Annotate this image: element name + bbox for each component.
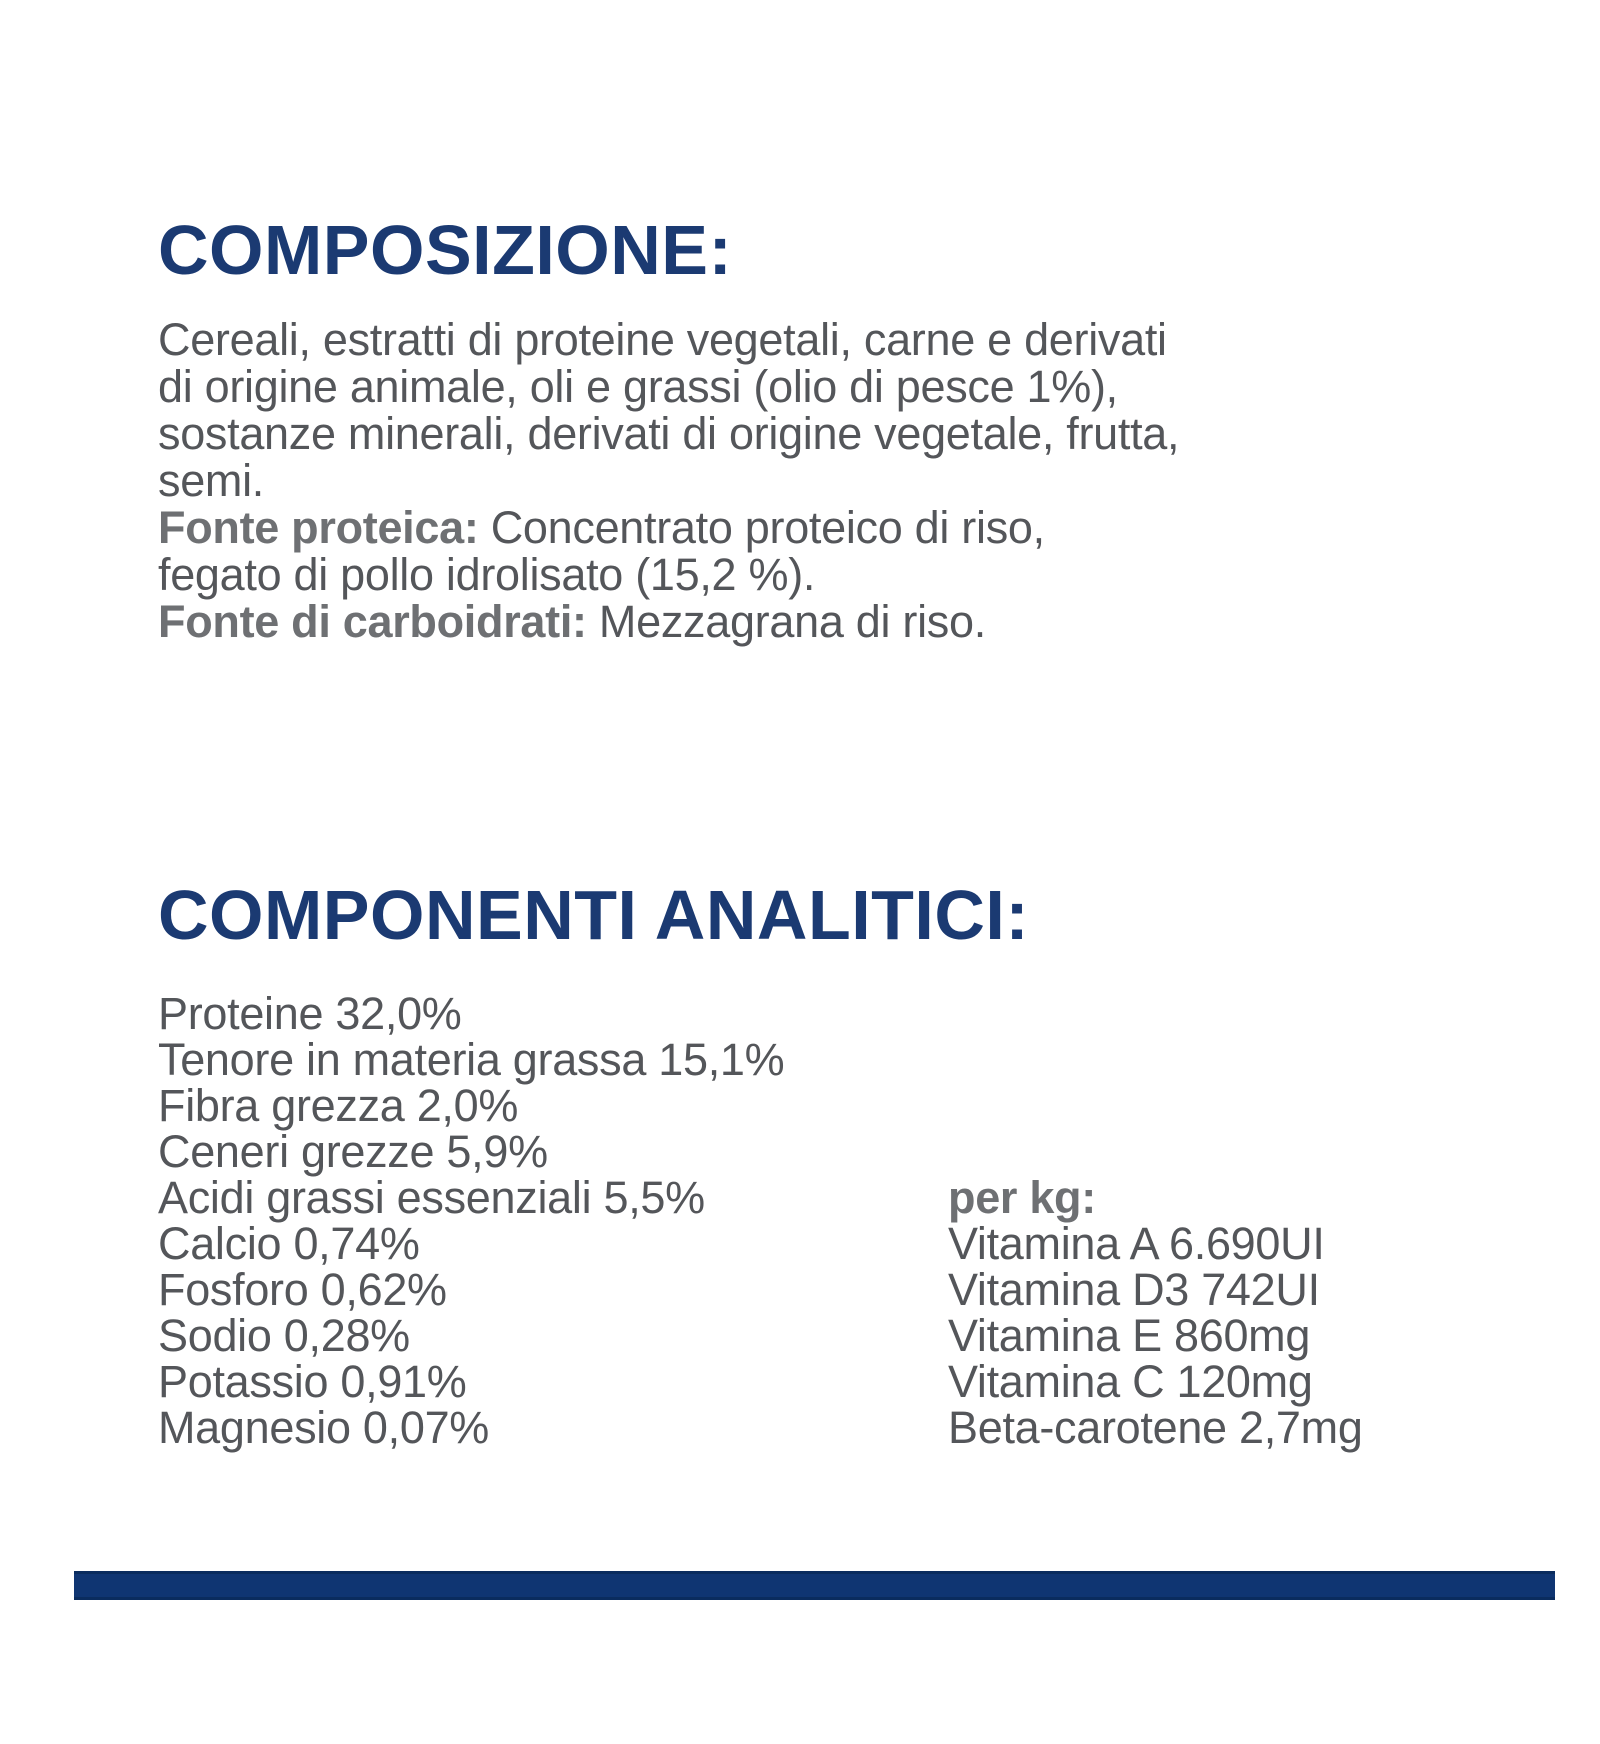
- composition-line-text: Cereali, estratti di proteine vegetali, carne e derivati: [158, 314, 1167, 365]
- composition-line: [158, 457, 1518, 504]
- analytic-item-magnesio: Magnesio 0,07%: [158, 1402, 490, 1453]
- composition-line: [158, 504, 1518, 551]
- composition-line: [158, 551, 1518, 598]
- analytic-item-potassio: Potassio 0,91%: [158, 1356, 467, 1407]
- analytic-item-sodio: Sodio 0,28%: [158, 1310, 410, 1361]
- analytic-item-grassa: Tenore in materia grassa 15,1%: [158, 1034, 785, 1085]
- vitamin-item-c: Vitamina C 120mg: [948, 1356, 1313, 1407]
- composition-line: [158, 410, 1518, 457]
- analytical-components-heading: COMPONENTI ANALITICI:: [158, 876, 1030, 954]
- analytical-components-left-column: [158, 988, 785, 1453]
- composition-line-text: di origine animale, oli e grassi (olio di pesce 1%),: [158, 361, 1118, 412]
- analytic-item-proteine: Proteine 32,0%: [158, 988, 462, 1039]
- analytic-item-calcio: Calcio 0,74%: [158, 1218, 420, 1269]
- composition-line-text: fegato di pollo idrolisato (15,2 %).: [158, 549, 816, 600]
- composition-line-text: Mezzagrana di riso.: [586, 596, 986, 647]
- vitamins-per-kg-column: [948, 1172, 1363, 1453]
- composition-line: [158, 363, 1518, 410]
- composition-heading: COMPOSIZIONE:: [158, 211, 733, 289]
- vitamin-item-e: Vitamina E 860mg: [948, 1310, 1311, 1361]
- analytic-item-fibra: Fibra grezza 2,0%: [158, 1080, 519, 1131]
- analytic-item-acidi: Acidi grassi essenziali 5,5%: [158, 1172, 705, 1223]
- composition-line: [158, 316, 1518, 363]
- composition-line-text: sostanze minerali, derivati di origine vegetale, frutta,: [158, 408, 1180, 459]
- vitamin-item-beta-carotene: Beta-carotene 2,7mg: [948, 1402, 1363, 1453]
- composition-line-text: Concentrato proteico di riso,: [478, 502, 1045, 553]
- bottom-divider-bar: [74, 1571, 1555, 1600]
- composition-line-text: semi.: [158, 455, 265, 506]
- composition-line: [158, 598, 1518, 645]
- per-kg-label: per kg:: [948, 1172, 1096, 1223]
- vitamin-item-d3: Vitamina D3 742UI: [948, 1264, 1320, 1315]
- protein-source-label: Fonte proteica:: [158, 502, 479, 553]
- vitamin-item-a: Vitamina A 6.690UI: [948, 1218, 1325, 1269]
- analytic-item-fosforo: Fosforo 0,62%: [158, 1264, 447, 1315]
- carbohydrate-source-label: Fonte di carboidrati:: [158, 596, 587, 647]
- analytic-item-ceneri: Ceneri grezze 5,9%: [158, 1126, 548, 1177]
- composition-paragraph: [158, 316, 1518, 645]
